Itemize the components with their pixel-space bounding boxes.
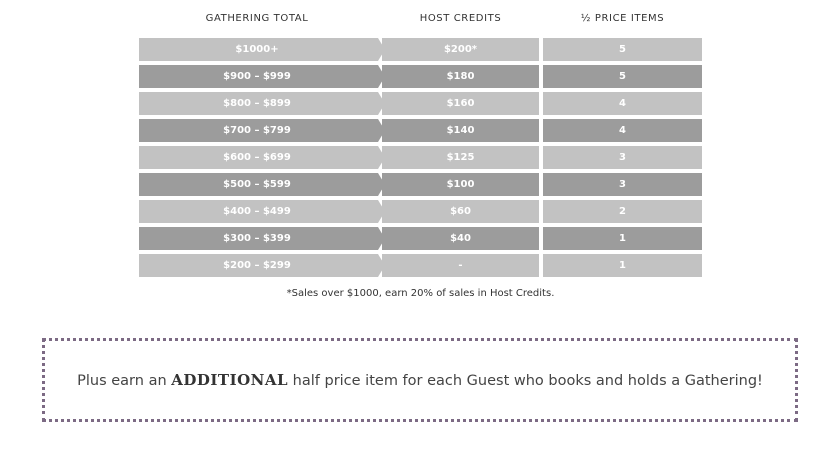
gathering-total-cell: $800 – $899 bbox=[139, 92, 375, 115]
half-price-items-cell: 1 bbox=[543, 227, 702, 250]
host-credits-cell: $100 bbox=[382, 173, 539, 196]
table-row bbox=[139, 200, 702, 223]
half-price-items-cell: 3 bbox=[543, 173, 702, 196]
header-half-price-items: ½ PRICE ITEMS bbox=[580, 13, 665, 24]
table-row bbox=[139, 38, 702, 61]
half-price-items-cell: 5 bbox=[543, 38, 702, 61]
table-row bbox=[139, 119, 702, 142]
gathering-total-cell: $900 – $999 bbox=[139, 65, 375, 88]
gathering-total-cell: $300 – $399 bbox=[139, 227, 375, 250]
promo-emphasis: ADDITIONAL bbox=[171, 371, 289, 389]
host-credits-cell: $40 bbox=[382, 227, 539, 250]
rewards-table bbox=[139, 38, 702, 281]
gathering-total-cell: $500 – $599 bbox=[139, 173, 375, 196]
promo-text bbox=[45, 371, 795, 389]
gathering-total-cell: $400 – $499 bbox=[139, 200, 375, 223]
host-credits-cell: $180 bbox=[382, 65, 539, 88]
half-price-items-cell: 4 bbox=[543, 92, 702, 115]
half-price-items-cell: 3 bbox=[543, 146, 702, 169]
host-credits-cell: $125 bbox=[382, 146, 539, 169]
table-row bbox=[139, 146, 702, 169]
host-credits-cell: $140 bbox=[382, 119, 539, 142]
promo-prefix: Plus earn an bbox=[77, 373, 167, 389]
footnote: *Sales over $1000, earn 20% of sales in Host Credits. bbox=[286, 288, 555, 299]
promo-box bbox=[42, 338, 798, 422]
host-credits-cell: $60 bbox=[382, 200, 539, 223]
table-row bbox=[139, 254, 702, 277]
gathering-total-cell: $1000+ bbox=[139, 38, 375, 61]
half-price-items-cell: 1 bbox=[543, 254, 702, 277]
table-row bbox=[139, 173, 702, 196]
gathering-total-cell: $200 – $299 bbox=[139, 254, 375, 277]
host-credits-cell: - bbox=[382, 254, 539, 277]
header-gathering-total: GATHERING TOTAL bbox=[205, 13, 309, 24]
promo-suffix: half price item for each Guest who books and holds a Gathering! bbox=[292, 373, 763, 389]
gathering-total-cell: $700 – $799 bbox=[139, 119, 375, 142]
table-row bbox=[139, 92, 702, 115]
table-row bbox=[139, 65, 702, 88]
half-price-items-cell: 4 bbox=[543, 119, 702, 142]
host-credits-cell: $160 bbox=[382, 92, 539, 115]
host-credits-cell: $200* bbox=[382, 38, 539, 61]
header-host-credits: HOST CREDITS bbox=[419, 13, 502, 24]
half-price-items-cell: 5 bbox=[543, 65, 702, 88]
gathering-total-cell: $600 – $699 bbox=[139, 146, 375, 169]
table-row bbox=[139, 227, 702, 250]
half-price-items-cell: 2 bbox=[543, 200, 702, 223]
